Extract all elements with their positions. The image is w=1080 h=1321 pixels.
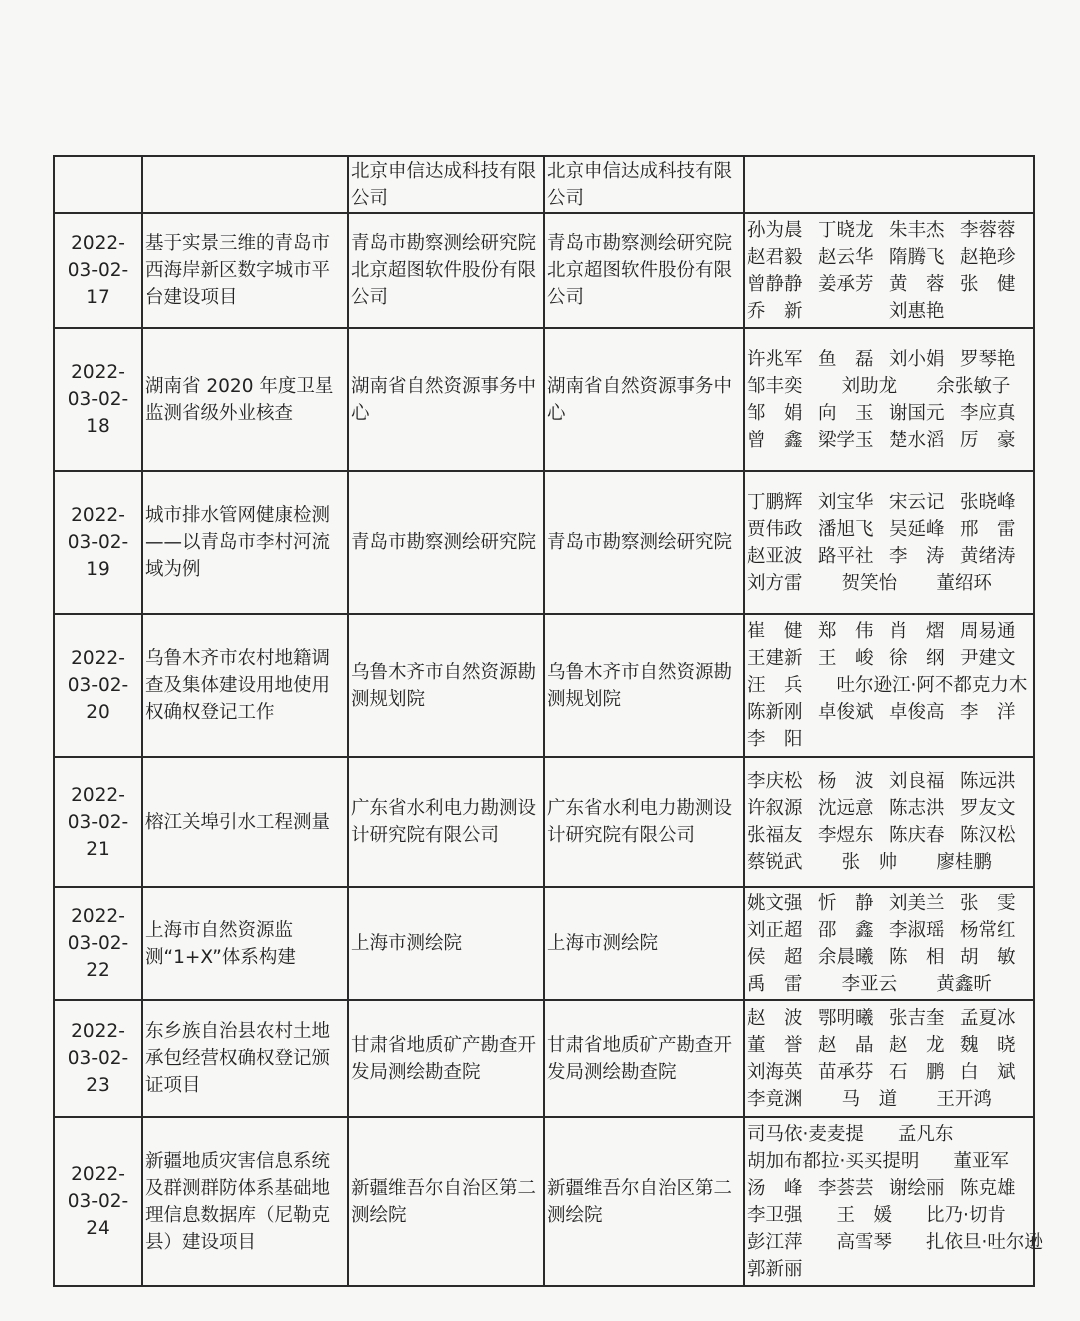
contributor-name: 陈新刚 [747, 702, 803, 723]
contributor-name: 陈庆春 [889, 825, 945, 846]
project-name-cell: 新疆地质灾害信息系统及群测群防体系基础地理信息数据库（尼勒克县）建设项目 [142, 1117, 348, 1286]
contributor-name: 赵亚波 [747, 545, 803, 567]
contributor-name: 比乃·切肯 [926, 1204, 1006, 1226]
contributor-name: 马 道 [841, 1088, 898, 1110]
contributor-name: 崔 健 [747, 621, 803, 642]
contributing-unit-cell: 青岛市勘察测绘研究院 [544, 471, 744, 614]
contributor-name: 黄 蓉 [889, 273, 945, 295]
contributor-name: 吐尔逊江·阿不都克力木 [836, 675, 1028, 696]
contributors-line [747, 1121, 1031, 1148]
table-row [54, 1000, 1034, 1117]
contributor-name: 丁晓龙 [818, 219, 874, 241]
contributor-name: 卓俊高 [889, 702, 945, 723]
project-name-cell: 东乡族自治县农村土地承包经营权确权登记颁证项目 [142, 1000, 348, 1117]
contributor-name: 司马依·麦麦提 [747, 1123, 864, 1145]
contributor-name: 扎依旦·吐尔逊 [926, 1231, 1043, 1253]
table-body [54, 156, 1043, 1286]
contributor-name: 忻 静 [818, 892, 874, 914]
contributor-name: 吴延峰 [889, 518, 945, 540]
contributor-name: 厉 豪 [960, 429, 1016, 451]
contributor-name: 邢 雷 [960, 518, 1016, 540]
contributors-line [747, 570, 1031, 597]
contributor-name: 邵 鑫 [818, 919, 874, 941]
contributor-name: 赵君毅 [747, 246, 803, 268]
contributor-name: 王 媛 [836, 1204, 893, 1226]
contributor-name: 张吉奎 [889, 1007, 945, 1029]
contributor-name: 张 健 [960, 273, 1016, 295]
contributors-line [747, 1005, 1031, 1032]
contributor-name: 徐 纲 [889, 648, 945, 669]
contributor-name: 刘助龙 [841, 375, 898, 397]
contributor-name: 白 斌 [960, 1061, 1016, 1083]
contributor-name: 周易通 [960, 621, 1016, 642]
completing-unit-cell: 新疆维吾尔自治区第二测绘院 [348, 1117, 544, 1286]
contributors-line [747, 543, 1031, 570]
table-row [54, 156, 1034, 213]
contributors-line [747, 618, 1031, 645]
contributors-line [747, 944, 1031, 971]
contributor-name: 黄绪涛 [960, 545, 1016, 567]
contributors-line [747, 890, 1031, 917]
contributor-name: 陈 相 [889, 946, 945, 968]
contributing-unit-cell: 上海市测绘院 [544, 887, 744, 1000]
contributor-name: 石 鹏 [889, 1061, 945, 1083]
contributors-cell [744, 328, 1034, 471]
award-table [53, 155, 1043, 1287]
contributors-line [747, 427, 1031, 454]
contributor-name: 李煜东 [818, 825, 874, 846]
contributor-name: 梁学玉 [818, 429, 874, 451]
contributor-name: 汪 兵 [747, 675, 803, 696]
table-row [54, 328, 1034, 471]
contributing-unit-cell: 新疆维吾尔自治区第二测绘院 [544, 1117, 744, 1286]
contributors-line [747, 971, 1031, 998]
contributor-name: 陈志洪 [889, 798, 945, 819]
contributor-name: 曾 鑫 [747, 429, 803, 451]
contributors-line [747, 917, 1031, 944]
contributing-unit-cell: 甘肃省地质矿产勘查开发局测绘勘查院 [544, 1000, 744, 1117]
contributor-name: 罗琴艳 [960, 348, 1016, 370]
contributor-name: 黄鑫昕 [936, 973, 992, 995]
contributor-name: 李应真 [960, 402, 1016, 424]
contributor-name: 刘良福 [889, 771, 945, 792]
contributor-name: 赵 晶 [818, 1034, 874, 1056]
contributor-name: 宋云记 [889, 491, 945, 513]
completing-unit-cell: 北京申信达成科技有限公司 [348, 156, 544, 213]
contributors-line [747, 1032, 1031, 1059]
contributor-name: 董 誉 [747, 1034, 803, 1056]
completing-unit-cell: 青岛市勘察测绘研究院 [348, 471, 544, 614]
contributors-cell [744, 887, 1034, 1000]
contributors-cell [744, 471, 1034, 614]
contributor-name: 赵云华 [818, 246, 874, 268]
project-number-cell: 2022-03-02-17 [54, 213, 142, 328]
contributor-name: 禹 雷 [747, 973, 803, 995]
project-name-cell: 湖南省 2020 年度卫星监测省级外业核查 [142, 328, 348, 471]
contributor-name: 赵 波 [747, 1007, 803, 1029]
contributors-cell [744, 156, 1034, 213]
contributing-unit-cell: 青岛市勘察测绘研究院北京超图软件股份有限公司 [544, 213, 744, 328]
contributors-cell [744, 757, 1034, 887]
contributor-name: 赵 龙 [889, 1034, 945, 1056]
contributor-name: 刘惠艳 [889, 300, 945, 322]
contributor-name: 李淑瑶 [889, 919, 945, 941]
contributor-name: 刘海英 [747, 1061, 803, 1083]
contributor-name: 路平社 [818, 545, 874, 567]
project-number-cell: 2022-03-02-19 [54, 471, 142, 614]
project-name-cell [142, 156, 348, 213]
contributors-line [747, 489, 1031, 516]
contributor-name: 李 涛 [889, 545, 945, 567]
contributor-name: 蔡锐武 [747, 852, 803, 873]
contributor-name: 李卫强 [747, 1204, 803, 1226]
project-name-cell: 榕江关埠引水工程测量 [142, 757, 348, 887]
contributor-name: 谢国元 [889, 402, 945, 424]
contributor-name: 李竟渊 [747, 1088, 803, 1110]
contributor-name: 彭江萍 [747, 1231, 803, 1253]
contributors-line [747, 1059, 1031, 1086]
contributing-unit-cell: 广东省水利电力勘测设计研究院有限公司 [544, 757, 744, 887]
contributor-name: 余张敏子 [936, 375, 1011, 397]
project-number-cell: 2022-03-02-22 [54, 887, 142, 1000]
contributing-unit-cell: 湖南省自然资源事务中心 [544, 328, 744, 471]
contributor-name: 张晓峰 [960, 491, 1016, 513]
contributor-name: 丁鹏辉 [747, 491, 803, 513]
contributor-name: 谢绘丽 [889, 1177, 945, 1199]
contributor-name: 廖桂鹏 [936, 852, 992, 873]
project-number-cell: 2022-03-02-24 [54, 1117, 142, 1286]
contributors-line [747, 822, 1031, 849]
contributor-name: 孙为晨 [747, 219, 803, 241]
contributor-name: 邹 娟 [747, 402, 803, 424]
contributor-name: 李 洋 [960, 702, 1016, 723]
project-number-cell: 2022-03-02-23 [54, 1000, 142, 1117]
contributor-name: 孟夏冰 [960, 1007, 1016, 1029]
contributors-line [747, 271, 1031, 298]
contributor-name: 姜承芳 [818, 273, 874, 295]
contributor-name: 余晨曦 [818, 946, 874, 968]
contributor-name: 杨 波 [818, 771, 874, 792]
contributor-name: 罗友文 [960, 798, 1016, 819]
table-row [54, 1117, 1034, 1286]
table-row [54, 471, 1034, 614]
contributor-name: 向 玉 [818, 402, 874, 424]
contributors-line [747, 217, 1031, 244]
contributor-name: 胡加布都拉·买买提明 [747, 1150, 920, 1172]
contributor-name: 王开鸿 [936, 1088, 992, 1110]
contributors-line [747, 672, 1031, 699]
contributors-line [747, 400, 1031, 427]
contributors-line [747, 699, 1031, 726]
contributors-line [747, 298, 1031, 325]
contributor-name: 李蓉蓉 [960, 219, 1016, 241]
contributor-name: 邹丰奕 [747, 375, 803, 397]
contributors-cell [744, 614, 1034, 757]
contributor-name: 尹建文 [960, 648, 1016, 669]
contributor-name: 刘小娟 [889, 348, 945, 370]
completing-unit-cell: 上海市测绘院 [348, 887, 544, 1000]
table-row [54, 213, 1034, 328]
project-name-cell: 基于实景三维的青岛市西海岸新区数字城市平台建设项目 [142, 213, 348, 328]
contributor-name: 张福友 [747, 825, 803, 846]
contributors-line [747, 1202, 1031, 1229]
contributor-name: 汤 峰 [747, 1177, 803, 1199]
completing-unit-cell: 甘肃省地质矿产勘查开发局测绘勘查院 [348, 1000, 544, 1117]
contributors-line [747, 516, 1031, 543]
contributor-name: 王建新 [747, 648, 803, 669]
contributor-name: 苗承芬 [818, 1061, 874, 1083]
contributor-name: 侯 超 [747, 946, 803, 968]
contributors-line [747, 373, 1031, 400]
contributor-name: 李亚云 [841, 973, 898, 995]
contributors-line [747, 726, 1031, 753]
contributors-line [747, 244, 1031, 271]
contributors-line [747, 346, 1031, 373]
contributor-name: 董绍环 [936, 572, 992, 594]
contributor-name: 刘方雷 [747, 572, 803, 594]
contributors-line [747, 795, 1031, 822]
contributors-line [747, 1086, 1031, 1113]
contributor-name: 郭新丽 [747, 1258, 803, 1280]
project-number-cell: 2022-03-02-21 [54, 757, 142, 887]
contributors-line [747, 1148, 1031, 1175]
contributor-name: 曾静静 [747, 273, 803, 295]
project-number-cell: 2022-03-02-20 [54, 614, 142, 757]
contributor-name: 许兆军 [747, 348, 803, 370]
contributor-name: 刘宝华 [818, 491, 874, 513]
contributor-name: 隋腾飞 [889, 246, 945, 268]
completing-unit-cell: 湖南省自然资源事务中心 [348, 328, 544, 471]
contributors-cell [744, 1117, 1043, 1286]
contributor-name: 郑 伟 [818, 621, 874, 642]
contributing-unit-cell: 乌鲁木齐市自然资源勘测规划院 [544, 614, 744, 757]
contributor-name: 陈克雄 [960, 1177, 1016, 1199]
contributor-name: 高雪琴 [836, 1231, 893, 1253]
contributor-name: 王 峻 [818, 648, 874, 669]
contributor-name: 乔 新 [747, 300, 803, 322]
contributor-name: 许叙源 [747, 798, 803, 819]
project-number-cell: 2022-03-02-18 [54, 328, 142, 471]
contributor-name: 刘美兰 [889, 892, 945, 914]
contributor-name: 陈远洪 [960, 771, 1016, 792]
contributor-name: 楚水滔 [889, 429, 945, 451]
project-name-cell: 乌鲁木齐市农村地籍调查及集体建设用地使用权确权登记工作 [142, 614, 348, 757]
contributor-name: 张 雯 [960, 892, 1016, 914]
contributor-name: 李庆松 [747, 771, 803, 792]
completing-unit-cell: 广东省水利电力勘测设计研究院有限公司 [348, 757, 544, 887]
table-row [54, 614, 1034, 757]
contributor-name: 贺笑怡 [841, 572, 898, 594]
contributor-name: 朱丰杰 [889, 219, 945, 241]
contributors-cell [744, 1000, 1034, 1117]
contributor-name: 卓俊斌 [818, 702, 874, 723]
contributing-unit-cell: 北京申信达成科技有限公司 [544, 156, 744, 213]
table-row [54, 887, 1034, 1000]
contributor-name: 鄂明曦 [818, 1007, 874, 1029]
contributors-cell [744, 213, 1034, 328]
project-name-cell: 城市排水管网健康检测——以青岛市李村河流域为例 [142, 471, 348, 614]
contributors-line [747, 1256, 1031, 1283]
contributor-name: 潘旭飞 [818, 518, 874, 540]
contributors-line [747, 849, 1031, 876]
contributor-name: 沈远意 [818, 798, 874, 819]
contributor-name: 张 帅 [841, 852, 898, 873]
table-row [54, 757, 1034, 887]
contributor-name: 李 阳 [747, 729, 803, 750]
contributor-name: 刘正超 [747, 919, 803, 941]
contributors-line [747, 1175, 1031, 1202]
contributor-name: 肖 熠 [889, 621, 945, 642]
contributor-name: 杨常红 [960, 919, 1016, 941]
contributor-name: 李荟芸 [818, 1177, 874, 1199]
contributor-name: 胡 敏 [960, 946, 1016, 968]
contributor-name: 魏 晓 [960, 1034, 1016, 1056]
contributor-name: 孟凡东 [897, 1123, 954, 1145]
contributor-name: 赵艳珍 [960, 246, 1016, 268]
project-number-cell [54, 156, 142, 213]
completing-unit-cell: 乌鲁木齐市自然资源勘测规划院 [348, 614, 544, 757]
contributors-line [747, 1229, 1043, 1256]
project-name-cell: 上海市自然资源监测“1+X”体系构建 [142, 887, 348, 1000]
contributor-name: 陈汉松 [960, 825, 1016, 846]
completing-unit-cell: 青岛市勘察测绘研究院北京超图软件股份有限公司 [348, 213, 544, 328]
contributor-name: 贾伟政 [747, 518, 803, 540]
contributor-name: 董亚军 [953, 1150, 1009, 1172]
contributors-line [747, 645, 1031, 672]
contributor-name: 姚文强 [747, 892, 803, 914]
contributor-name: 鱼 磊 [818, 348, 874, 370]
contributors-line [747, 768, 1031, 795]
